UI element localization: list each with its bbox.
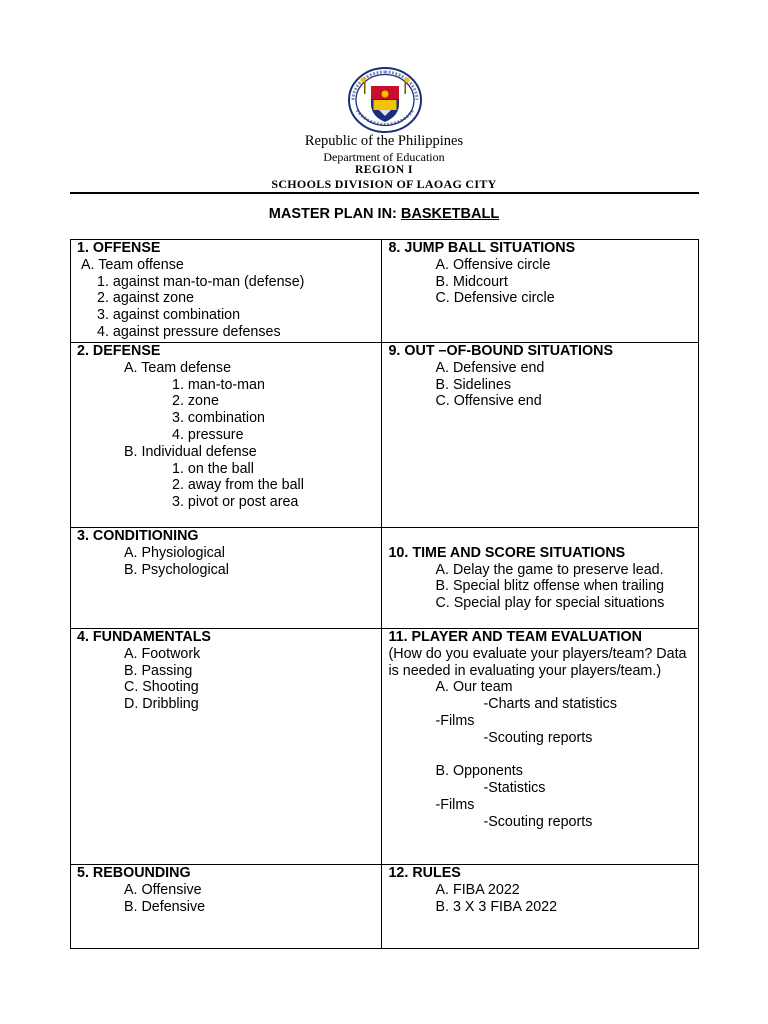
master-plan-table bbox=[70, 239, 699, 949]
section-heading: 1. OFFENSE bbox=[77, 240, 161, 256]
list-item: 2. zone bbox=[172, 393, 219, 410]
title-subject: BASKETBALL bbox=[400, 206, 500, 222]
list-item: A. FIBA 2022 bbox=[435, 881, 520, 898]
section-heading: 11. PLAYER AND TEAM EVALUATION bbox=[388, 629, 642, 645]
list-item: 2. against zone bbox=[97, 290, 194, 307]
cell-offense bbox=[71, 240, 382, 343]
page-title bbox=[0, 206, 768, 222]
table-row bbox=[71, 865, 699, 949]
header-region: REGION I bbox=[355, 164, 413, 176]
list-item: 4. against pressure defenses bbox=[97, 323, 281, 340]
list-item: 1. against man-to-man (defense) bbox=[97, 273, 305, 290]
list-item: 1. on the ball bbox=[172, 460, 254, 477]
section-heading: 3. CONDITIONING bbox=[77, 528, 199, 544]
list-item: B. Passing bbox=[124, 662, 193, 679]
cell-jump-ball bbox=[382, 240, 699, 343]
list-item: B. Defensive bbox=[124, 898, 206, 915]
list-item: B. Special blitz offense when trailing bbox=[435, 578, 665, 595]
cell-out-of-bound bbox=[382, 343, 699, 528]
list-item: 3. pivot or post area bbox=[172, 494, 299, 511]
spacer bbox=[388, 528, 698, 545]
list-item: B. 3 X 3 FIBA 2022 bbox=[435, 898, 558, 915]
cell-evaluation bbox=[382, 629, 699, 865]
list-item: -Films bbox=[435, 712, 475, 729]
list-item: C. Special play for special situations bbox=[435, 595, 665, 612]
section-heading: 12. RULES bbox=[388, 865, 461, 881]
header-division: SCHOOLS DIVISION OF LAOAG CITY bbox=[271, 177, 497, 191]
list-item: A. Delay the game to preserve lead. bbox=[435, 561, 664, 578]
section-heading: 2. DEFENSE bbox=[77, 343, 161, 359]
list-item: C. Offensive end bbox=[435, 393, 542, 410]
table-row bbox=[71, 343, 699, 528]
list-item: B. Psychological bbox=[124, 561, 229, 578]
list-item: -Scouting reports bbox=[483, 813, 593, 830]
list-item: -Charts and statistics bbox=[483, 696, 617, 713]
list-item: A. Defensive end bbox=[435, 359, 545, 376]
list-item: A. Team offense bbox=[81, 256, 184, 273]
list-item: A. Our team bbox=[435, 679, 513, 696]
list-item: A. Team defense bbox=[124, 359, 232, 376]
section-heading: 5. REBOUNDING bbox=[77, 865, 191, 881]
list-item: -Statistics bbox=[483, 780, 546, 797]
list-item: B. Midcourt bbox=[435, 273, 508, 290]
table-row bbox=[71, 528, 699, 629]
list-item: 4. pressure bbox=[172, 426, 244, 443]
list-item: 3. combination bbox=[172, 410, 265, 427]
header-divider bbox=[70, 192, 699, 194]
section-heading: 10. TIME AND SCORE SITUATIONS bbox=[388, 544, 626, 561]
section-heading: 9. OUT –OF-BOUND SITUATIONS bbox=[388, 343, 614, 359]
section-heading: 8. JUMP BALL SITUATIONS bbox=[388, 240, 576, 256]
list-item: C. Defensive circle bbox=[435, 290, 555, 307]
header-department: Department of Education bbox=[323, 150, 445, 164]
cell-defense bbox=[71, 343, 382, 528]
list-item: C. Shooting bbox=[124, 679, 199, 696]
list-item: A. Physiological bbox=[124, 544, 225, 561]
cell-fundamentals bbox=[71, 629, 382, 865]
list-item: D. Dribbling bbox=[124, 696, 199, 713]
deped-seal-logo bbox=[347, 66, 423, 134]
list-item: -Films bbox=[435, 796, 475, 813]
list-item: 3. against combination bbox=[97, 307, 241, 324]
header-republic: Republic of the Philippines bbox=[304, 133, 464, 149]
list-item: A. Offensive circle bbox=[435, 256, 551, 273]
list-item: B. Sidelines bbox=[435, 376, 511, 393]
title-prefix: MASTER PLAN IN: bbox=[268, 206, 401, 222]
table-row bbox=[71, 240, 699, 343]
list-item: 1. man-to-man bbox=[172, 376, 265, 393]
cell-conditioning bbox=[71, 528, 382, 629]
section-note: (How do you evaluate your players/team? Data is needed in evaluating your players/team.) bbox=[388, 645, 687, 679]
table-row bbox=[71, 629, 699, 865]
cell-rules bbox=[382, 865, 699, 949]
section-heading: 4. FUNDAMENTALS bbox=[77, 629, 211, 645]
list-item: 2. away from the ball bbox=[172, 477, 304, 494]
cell-time-score bbox=[382, 528, 699, 629]
list-item: B. Opponents bbox=[435, 763, 523, 780]
list-item: A. Offensive bbox=[124, 881, 202, 898]
list-item: B. Individual defense bbox=[124, 443, 257, 460]
spacer bbox=[388, 747, 698, 764]
list-item: A. Footwork bbox=[124, 645, 201, 662]
list-item: -Scouting reports bbox=[483, 729, 593, 746]
cell-rebounding bbox=[71, 865, 382, 949]
